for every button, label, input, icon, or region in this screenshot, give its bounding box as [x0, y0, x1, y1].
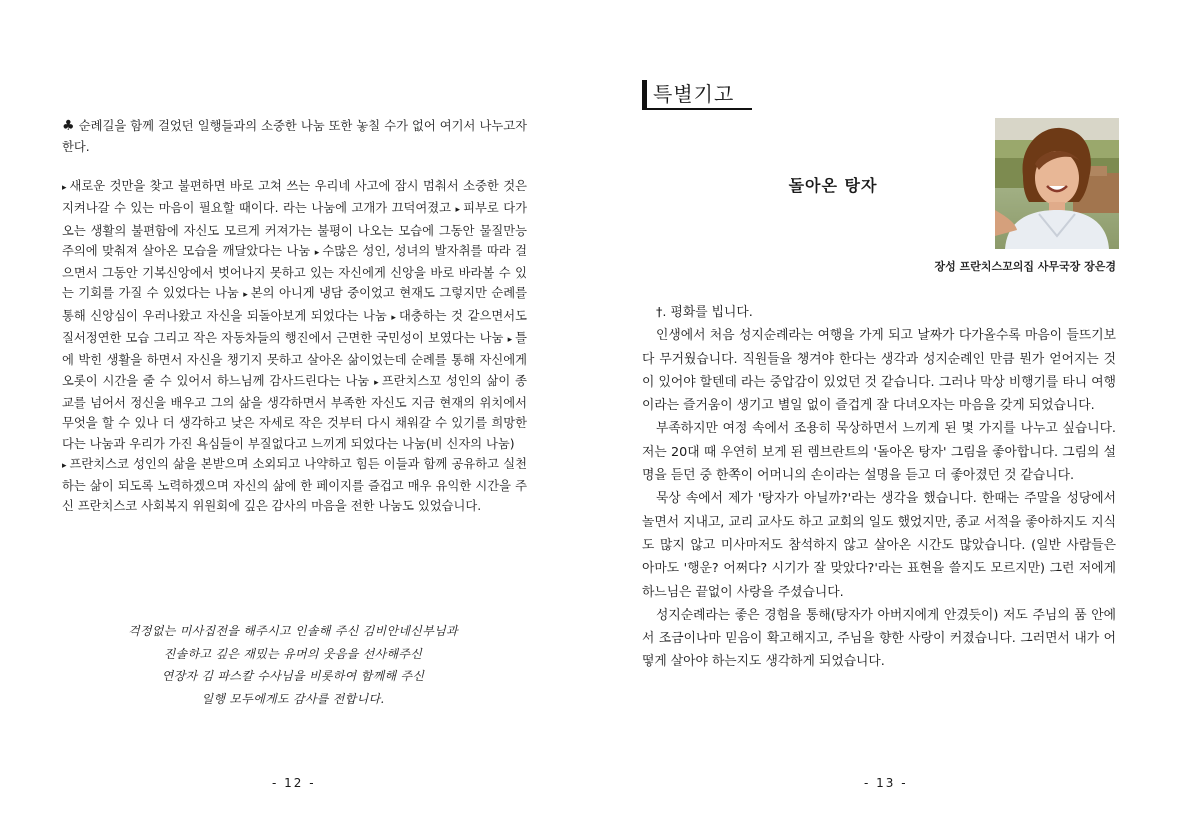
bullet-arrow-icon: ▸ [455, 205, 461, 216]
right-page [588, 0, 1177, 831]
author-photo [995, 118, 1119, 249]
sharing-item: 프란치스꼬 성인의 삶이 종교를 넘어서 정신을 배우고 그의 삶을 생각하면서 부족한 자신도 지금 현재의 위치에서 무엇을 할 수 있나 더 생각하고 낮은 자세로 작은 것부터 다시 채워갈 수 있기를 희망한다는 나눔과 우리가 가진 욕심들이 부질없다고 느끼게 되었다는 나눔(비 신자의 나눔) [62, 373, 527, 451]
author-byline: 장성 프란치스꼬의집 사무국장 장은경 [934, 260, 1116, 273]
bullet-arrow-icon: ▸ [62, 460, 67, 471]
page-number-right: - 13 - [864, 776, 908, 790]
sharing-item: 피부로 다가오는 생활의 불편함에 자신도 모르게 커져가는 불평이 나오는 모습에 그동안 물질만능주의에 맞춰져 살아온 모습을 깨달았다는 나눔 [62, 201, 527, 258]
article-paragraph: 성지순례라는 좋은 경험을 통해(탕자가 아버지에게 안겼듯이) 저도 주님의 품 안에서 조금이나마 믿음이 확고해지고, 주님을 향한 사랑이 커졌습니다. 그러면서 내가 어떻게 살아야 하는지도 생각하게 되었습니다. [642, 607, 1116, 670]
club-suit-icon: ♣ [62, 118, 75, 134]
article-title: 돌아온 탕자 [788, 176, 878, 195]
sharing-list [62, 176, 527, 517]
article-paragraph: 인생에서 처음 성지순례라는 여행을 가게 되고 날짜가 다가올수록 마음이 들뜨기보다 무거웠습니다. 직원들을 챙겨야 한다는 생각과 성지순례인 만큼 뭔가 얻어지는 것이 있어야 할텐데 라는 중압감이 있었던 것 같습니다. 그러나 막상 비행기를 타니 여행이라는 즐거움이 생기고 별일 없이 즐겁게 잘 다녀오자는 마음을 갖게 되었습니다. [642, 328, 1116, 414]
final-sharing-text: 프란치스코 성인의 삶을 본받으며 소외되고 나약하고 힘든 이들과 함께 공유하고 실천하는 삶이 되도록 노력하겠으며 자신의 삶에 한 페이지를 즐겁고 매우 유익한 시간을 주신 프란치스코 사회복지 위원회에 깊은 감사의 마음을 전한 나눔도 있었습니다. [62, 456, 527, 514]
article-paragraph: 묵상 속에서 제가 '탕자가 아닐까?'라는 생각을 했습니다. 한때는 주말을 성당에서 놀면서 지내고, 교리 교사도 하고 교회의 일도 했었지만, 종교 서적을 좋아하지도 지식도 많지 않고 미사마저도 참석하지 않고 살아온 시간도 많았습니다. (일반 사람들은 아마도 '행운? 어쩌다? 시기가 잘 맞았다?'라는 표현을 쓸지도 모르지만) 그런 저에게 하느님은 끝없이 사랑을 주셨습니다. [642, 491, 1116, 600]
bullet-arrow-icon: ▸ [62, 183, 67, 193]
section-underline [642, 108, 752, 110]
closing-line: 연장자 김 파스칼 수사님을 비롯하여 함께해 주신 [161, 669, 425, 683]
closing-line: 진솔하고 깊은 재밌는 유머의 웃음을 선사해주신 [163, 646, 423, 661]
article-paragraph: 부족하지만 여정 속에서 조용히 묵상하면서 느끼게 된 몇 가지를 나누고 싶습니다. 저는 20대 때 우연히 보게 된 렘브란트의 '돌아온 탕자' 그림을 좋아합니다. 그림의 설명을 듣던 중 한쪽이 어머니의 손이라는 설명을 듣고 더 좋아졌던 것 같습니다. [642, 421, 1116, 484]
bullet-arrow-icon: ▸ [314, 247, 320, 258]
sharing-item: 대충하는 것 같으면서도 질서정연한 모습 그리고 작은 자동차들의 행진에서 근면한 국민성이 보였다는 나눔 [62, 308, 527, 346]
article-body [642, 301, 1116, 674]
left-page [0, 0, 588, 831]
bullet-arrow-icon: ▸ [243, 290, 248, 301]
article-paragraph: †. 평화를 빕니다. [656, 305, 753, 320]
section-header [642, 80, 752, 110]
sharing-item: 새로운 것만을 찾고 불편하면 바로 고쳐 쓰는 우리네 사고에 잠시 멈춰서 소중한 것은 지켜나갈 수 있는 마음이 필요할 때이다. 라는 나눔에 고개가 끄덕여졌고 [62, 179, 527, 216]
intro-paragraph [62, 116, 527, 158]
section-bar [642, 80, 647, 110]
closing-thanks [88, 620, 498, 710]
closing-line: 일행 모두에게도 감사를 전합니다. [201, 691, 385, 706]
closing-line: 걱정없는 미사집전을 해주시고 인솔해 주신 김비안네신부님과 [128, 624, 458, 638]
page-number-left: - 12 - [272, 776, 316, 790]
bullet-arrow-icon: ▸ [374, 377, 379, 388]
intro-text: 순례길을 함께 걸었던 일행들과의 소중한 나눔 또한 놓칠 수가 없어 여기서 나누고자 한다. [62, 119, 527, 154]
sharing-item: 수많은 성인, 성녀의 발자취를 따라 걸으면서 그동안 기복신앙에서 벗어나지 못하고 있는 자신에게 신앙을 바로 바라볼 수 있는 기회를 가질 수 있었다는 나눔 [62, 243, 527, 301]
section-title: 특별기고 [653, 82, 735, 106]
sharing-block [62, 176, 527, 454]
bullet-arrow-icon: ▸ [391, 312, 396, 323]
author-portrait-image [995, 118, 1119, 249]
bullet-arrow-icon: ▸ [507, 335, 513, 346]
sharing-item: 틀에 박힌 생활을 하면서 자신을 챙기지 못하고 살아온 삶이었는데 순례를 통해 자신에게 오롯이 시간을 줄 수 있어서 하느님께 감사드린다는 나눔 [62, 331, 527, 388]
sharing-item: 본의 아니게 냉담 중이었고 현재도 그렇지만 순례를 통해 신앙심이 우러나왔고 자신을 되돌아보게 되었다는 나눔 [62, 286, 527, 323]
final-sharing [62, 454, 527, 517]
